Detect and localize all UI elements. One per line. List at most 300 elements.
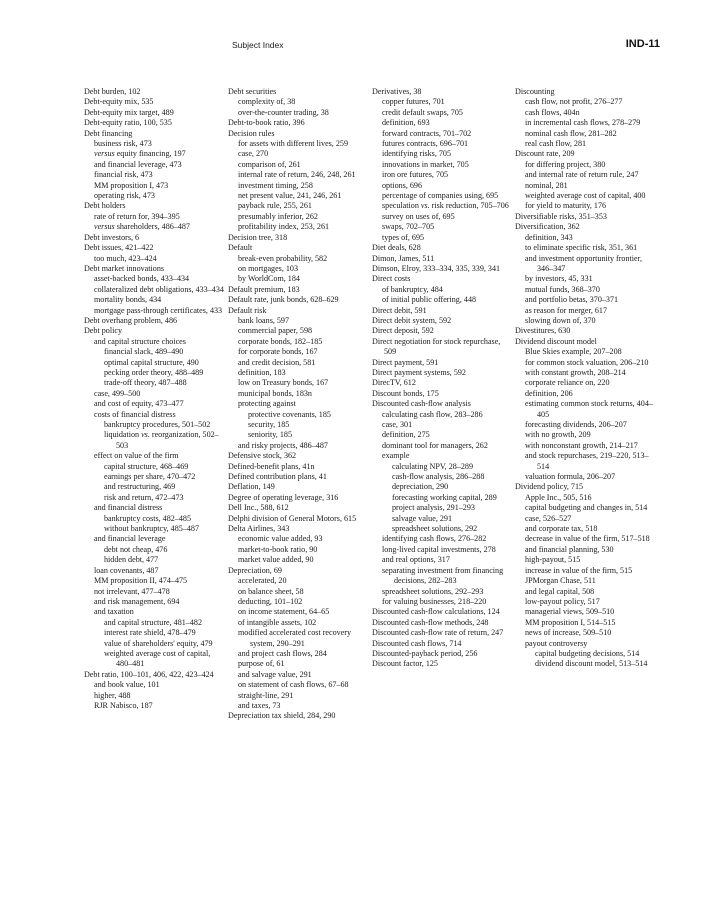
index-entry-text: and book value, 101 (94, 680, 160, 690)
index-entry (515, 337, 655, 347)
index-entry (228, 295, 368, 305)
index-entry-text: Discounted cash flows, 714 (372, 638, 462, 648)
index-entry-text: too much, 423–424 (94, 253, 157, 263)
index-entry-text: Depreciation, 69 (228, 565, 282, 575)
index-subentry (515, 160, 655, 170)
index-subentry (228, 212, 368, 222)
index-entry-text: Derivatives, 38 (372, 87, 422, 96)
index-entry (84, 243, 224, 253)
index-subentry (372, 170, 512, 180)
index-entry-text: Direct deposit, 592 (372, 326, 434, 336)
index-subentry (372, 222, 512, 232)
index-subentry (372, 420, 512, 430)
index-entry-text: for yield to maturity, 176 (525, 201, 607, 211)
index-subentry (84, 576, 224, 586)
index-entry-text: Debt investors, 6 (84, 232, 140, 242)
index-subentry (372, 212, 512, 222)
index-subentry (84, 430, 224, 451)
index-entry-text: and financial planning, 530 (525, 544, 614, 554)
index-entry-text: high-payout, 515 (525, 555, 581, 565)
index-entry-text: nominal cash flow, 281–282 (525, 128, 617, 138)
index-entry-text: debt not cheap, 476 (104, 544, 168, 554)
index-entry-text: and financial distress (94, 503, 163, 513)
index-entry-text: purpose of, 61 (238, 659, 285, 669)
index-entry (372, 254, 512, 264)
index-entry-text: and capital structure choices (94, 336, 186, 346)
index-entry (372, 87, 512, 97)
index-entry-text: increase in value of the firm, 515 (525, 565, 633, 575)
index-entry-text: presumably inferior, 262 (238, 211, 318, 221)
index-entry-text: shareholders, 486–487 (114, 222, 190, 232)
index-subentry (84, 493, 224, 503)
page-number: IND-11 (625, 38, 660, 50)
index-subentry (372, 285, 512, 295)
index-subentry (228, 326, 368, 336)
index-subentry (228, 534, 368, 544)
index-entry-text: market-to-book ratio, 90 (238, 544, 318, 554)
index-entry-text: equity financing, 197 (114, 149, 186, 159)
index-entry-text: break-even probability, 582 (238, 253, 328, 263)
index-subentry (228, 410, 368, 420)
index-entry-text: cash flows, 404n (525, 107, 580, 117)
index-entry-text: spreadsheet solutions, 292–293 (382, 586, 484, 596)
index-entry-text: real cash flow, 281 (525, 139, 587, 149)
index-entry-text: long-lived capital investments, 278 (382, 544, 496, 554)
index-entry-text: straight-line, 291 (238, 690, 294, 700)
index-entry-text: Debt-equity mix target, 489 (84, 107, 174, 117)
index-entry (228, 129, 368, 139)
index-entry (228, 472, 368, 482)
index-entry (84, 129, 224, 139)
index-subentry (515, 243, 655, 253)
index-entry-text: identifying risks, 705 (382, 149, 452, 159)
index-entry-text: risk reduction, 705–706 (429, 201, 509, 211)
index-entry-text: MM proposition II, 474–475 (94, 576, 188, 586)
index-subentry (228, 399, 368, 409)
index-entry (228, 482, 368, 492)
index-entry-text: Degree of operating leverage, 316 (228, 492, 339, 502)
index-column-1 (84, 87, 224, 711)
index-entry-text: collateralized debt obligations, 433–434 (94, 284, 224, 294)
index-entry-text: forward contracts, 701–702 (382, 128, 472, 138)
index-entry-text: Discount bonds, 175 (372, 388, 439, 398)
index-entry (372, 274, 512, 284)
index-entry-text: and capital structure, 481–482 (104, 617, 202, 627)
index-entry-text: salvage value, 291 (392, 513, 453, 523)
index-subentry (515, 285, 655, 295)
index-entry-text: Default premium, 183 (228, 284, 300, 294)
index-entry-text: slowing down of, 370 (525, 315, 596, 325)
index-entry (228, 503, 368, 513)
index-subentry (515, 649, 655, 659)
index-entry-text: and internal rate of return rule, 247 (525, 170, 639, 180)
index-entry-text: to eliminate specific risk, 351, 361 (525, 243, 638, 253)
index-entry-text: of intangible assets, 102 (238, 617, 317, 627)
index-entry-text: internal rate of return, 246, 248, 261 (238, 170, 356, 180)
index-subentry (515, 545, 655, 555)
index-entry-text: Delphi division of General Motors, 615 (228, 513, 357, 523)
index-entry-text: and real options, 317 (382, 555, 450, 565)
index-entry-text: Dividend discount model (515, 336, 597, 346)
index-entry-text: and credit decision, 581 (238, 357, 316, 367)
index-subentry (372, 441, 512, 451)
index-entry-text: bankruptcy costs, 482–485 (104, 513, 191, 523)
index-subentry (228, 576, 368, 586)
index-entry (372, 649, 512, 659)
index-entry-italic: versus (94, 222, 115, 232)
index-entry-text: Delta Airlines, 343 (228, 524, 290, 534)
index-entry-text: Defined-benefit plans, 41n (228, 461, 315, 471)
index-subentry (515, 358, 655, 368)
index-entry-text: Dividend policy, 715 (515, 482, 584, 492)
index-entry (84, 670, 224, 680)
index-entry-text: definition, 275 (382, 430, 430, 440)
index-entry (515, 222, 655, 232)
index-entry-text: Decision rules (228, 128, 275, 138)
index-subentry (372, 191, 512, 201)
index-subentry (84, 555, 224, 565)
index-subentry (84, 399, 224, 409)
index-entry-text: bankruptcy procedures, 501–502 (104, 420, 211, 429)
index-entry-text: Debt holders (84, 201, 126, 211)
index-entry-text: separating investment from financing decisions, 282–283 (382, 565, 504, 586)
index-subentry (515, 451, 655, 472)
index-subentry (515, 555, 655, 565)
index-entry-text: for differing project, 380 (525, 159, 606, 169)
index-subentry (515, 233, 655, 243)
index-entry-text: Divestitures, 630 (515, 326, 571, 336)
index-entry-text: Debt market innovations (84, 263, 165, 273)
index-entry-text: municipal bonds, 183n (238, 388, 312, 398)
index-entry-text: loan covenants, 487 (94, 565, 159, 575)
index-entry-text: speculation (382, 201, 421, 211)
index-entry-text: optimal capital structure, 490 (104, 357, 199, 367)
index-entry-text: operating risk, 473 (94, 191, 155, 201)
index-subentry (372, 118, 512, 128)
index-subentry (84, 503, 224, 513)
index-entry-text: Default risk (228, 305, 267, 315)
index-entry-text: modified accelerated cost recovery system, 290–291 (238, 628, 352, 648)
index-entry-text: identifying cash flows, 276–282 (382, 534, 487, 544)
index-entry-text: Dimon, James, 511 (372, 253, 435, 263)
index-subentry (228, 191, 368, 201)
index-entry-text: case, 270 (238, 149, 269, 159)
index-entry-text: types of, 695 (382, 232, 425, 242)
index-subentry (228, 607, 368, 617)
index-subentry (228, 274, 368, 284)
index-subentry (228, 97, 368, 107)
index-entry-text: depreciation, 290 (392, 482, 449, 492)
index-subentry (515, 597, 655, 607)
index-entry-text: effect on value of the firm (94, 451, 179, 461)
index-subentry (372, 430, 512, 440)
index-subentry (372, 108, 512, 118)
index-subentry (228, 160, 368, 170)
index-entry-text: weighted average cost of capital, 480–481 (104, 648, 211, 669)
index-entry-text: estimating common stock returns, 404–405 (525, 399, 653, 419)
index-entry-text: profitability index, 253, 261 (238, 222, 330, 232)
index-entry-text: Direct costs (372, 274, 411, 284)
index-entry-text: and financial leverage, 473 (94, 159, 182, 169)
index-subentry (372, 587, 512, 597)
index-subentry (84, 607, 224, 617)
index-entry-text: low-payout policy, 517 (525, 596, 600, 606)
index-entry-text: example (382, 451, 410, 461)
index-subentry (228, 680, 368, 690)
index-subentry (372, 514, 512, 524)
index-entry-text: definition, 183 (238, 367, 286, 377)
index-entry-text: Dell Inc., 588, 612 (228, 503, 289, 513)
index-entry-text: and corporate tax, 518 (525, 524, 598, 534)
index-subentry (515, 191, 655, 201)
index-subentry (228, 181, 368, 191)
index-subentry (228, 441, 368, 451)
index-entry (372, 306, 512, 316)
index-subentry (515, 108, 655, 118)
index-entry (84, 264, 224, 274)
index-entry-text: and salvage value, 291 (238, 669, 312, 679)
index-entry (372, 243, 512, 253)
index-subentry (372, 597, 512, 607)
index-entry (84, 233, 224, 243)
index-entry-text: deducting, 101–102 (238, 596, 303, 606)
index-entry-text: MM proposition I, 514–515 (525, 617, 616, 627)
index-subentry (372, 410, 512, 420)
index-subentry (84, 337, 224, 347)
index-entry-text: on income statement, 64–65 (238, 607, 330, 617)
index-entry (515, 212, 655, 222)
index-entry-text: capital structure, 468–469 (104, 461, 189, 471)
index-entry (84, 97, 224, 107)
index-entry-text: Default (228, 243, 253, 253)
index-subentry (84, 378, 224, 388)
index-entry-text: Direct debit, 591 (372, 305, 427, 315)
index-subentry (372, 462, 512, 472)
index-entry-text: MM proposition I, 473 (94, 180, 169, 190)
index-subentry (515, 97, 655, 107)
index-subentry (84, 420, 224, 430)
index-entry-text: Decision tree, 318 (228, 232, 288, 242)
index-entry-text: for assets with different lives, 259 (238, 139, 348, 149)
index-entry-text: Diet deals, 628 (372, 243, 421, 253)
index-entry-text: hidden debt, 477 (104, 555, 159, 565)
index-entry-text: Debt policy (84, 326, 122, 336)
index-subentry (84, 587, 224, 597)
index-entry-text: and restructuring, 469 (104, 482, 176, 492)
index-entry (84, 316, 224, 326)
index-entry (84, 201, 224, 211)
index-subentry (84, 181, 224, 191)
index-entry-text: Diversification, 362 (515, 222, 580, 232)
index-subentry (84, 618, 224, 628)
index-entry-text: not irrelevant, 477–478 (94, 586, 170, 596)
index-entry-text: on statement of cash flows, 67–68 (238, 680, 349, 690)
index-subentry (228, 316, 368, 326)
index-entry-text: Debt overhang problem, 486 (84, 315, 178, 325)
index-subentry (515, 441, 655, 451)
index-entry-text: Discounted cash-flow rate of return, 247 (372, 628, 504, 638)
index-entry-text: definition, 343 (525, 232, 573, 242)
index-subentry (515, 566, 655, 576)
index-subentry (372, 493, 512, 503)
index-entry-text: asset-backed bonds, 433–434 (94, 274, 190, 284)
index-subentry (515, 295, 655, 305)
index-subentry (228, 108, 368, 118)
index-subentry (228, 254, 368, 264)
index-subentry (515, 576, 655, 586)
index-entry-text: mutual funds, 368–370 (525, 284, 600, 294)
index-entry-text: Discounted cash-flow analysis (372, 399, 471, 409)
index-subentry (84, 639, 224, 649)
index-entry (515, 326, 655, 336)
index-subentry (228, 358, 368, 368)
index-subentry (84, 566, 224, 576)
index-entry (515, 87, 655, 97)
index-entry-text: in incremental cash flows, 278–279 (525, 118, 641, 128)
index-subentry (84, 160, 224, 170)
index-subentry (515, 628, 655, 638)
index-subentry (515, 618, 655, 628)
index-entry-text: reorganization, 502–503 (116, 430, 219, 450)
index-entry-text: nominal, 281 (525, 180, 568, 190)
index-entry (228, 451, 368, 461)
index-subentry (228, 545, 368, 555)
index-subentry (515, 347, 655, 357)
index-entry (228, 87, 368, 97)
index-entry-text: spreadsheet solutions, 292 (392, 524, 478, 534)
index-entry (372, 316, 512, 326)
index-entry-text: without bankruptcy, 485–487 (104, 524, 200, 534)
index-entry-text: calculating NPV, 28–289 (392, 461, 474, 471)
index-entry-text: decrease in value of the firm, 517–518 (525, 534, 650, 544)
index-subentry (515, 170, 655, 180)
index-entry-text: payback rule, 255, 261 (238, 201, 312, 211)
index-entry-text: valuation formula, 206–207 (525, 472, 616, 482)
index-subentry (515, 472, 655, 482)
index-entry (372, 326, 512, 336)
index-subentry (228, 430, 368, 440)
index-subentry (228, 587, 368, 597)
index-subentry (515, 493, 655, 503)
index-entry-text: innovations in market, 705 (382, 159, 469, 169)
index-subentry (228, 701, 368, 711)
index-subentry (228, 337, 368, 347)
index-entry-text: mortgage pass-through certificates, 433 (94, 305, 223, 315)
index-subentry (228, 347, 368, 357)
index-entry-text: seniority, 185 (248, 430, 292, 440)
index-subentry (372, 555, 512, 565)
index-entry (372, 618, 512, 628)
index-subentry (84, 368, 224, 378)
index-subentry (84, 701, 224, 711)
index-entry-text: definition, 206 (525, 388, 573, 398)
index-entry-text: with nonconstant growth, 214–217 (525, 440, 638, 450)
index-subentry (228, 597, 368, 607)
index-subentry (372, 545, 512, 555)
index-subentry (228, 378, 368, 388)
index-subentry (228, 201, 368, 211)
index-subentry (228, 389, 368, 399)
index-subentry (515, 503, 655, 513)
index-column-4 (515, 87, 655, 670)
index-subentry (228, 618, 368, 628)
index-entry-text: interest rate shield, 478–479 (104, 628, 196, 638)
index-entry-text: Direct debit system, 592 (372, 315, 452, 325)
index-entry-text: and financial leverage (94, 534, 166, 544)
index-entry-text: Depreciation tax shield, 284, 290 (228, 711, 336, 721)
index-entry (228, 285, 368, 295)
index-entry-text: RJR Nabisco, 187 (94, 700, 153, 710)
index-entry-text: corporate reliance on, 220 (525, 378, 610, 388)
index-entry-text: of bankruptcy, 484 (382, 284, 443, 294)
index-entry-text: DirecTV, 612 (372, 378, 416, 388)
index-subentry (84, 254, 224, 264)
index-entry-text: capital budgeting decisions, 514 (535, 648, 640, 658)
index-entry-text: Dimson, Elroy, 333–334, 335, 339, 341 (372, 263, 501, 273)
index-entry-text: pecking order theory, 488–489 (104, 367, 204, 377)
index-entry-text: accelerated, 20 (238, 576, 287, 586)
index-subentry (228, 649, 368, 659)
index-subentry (228, 670, 368, 680)
index-entry-text: Debt-equity ratio, 100, 535 (84, 118, 172, 128)
index-subentry (515, 274, 655, 284)
index-subentry (84, 285, 224, 295)
index-subentry (84, 482, 224, 492)
index-entry-text: Debt ratio, 100–101, 406, 422, 423–424 (84, 669, 214, 679)
index-entry-text: for valuing businesses, 218–220 (382, 596, 487, 606)
index-entry-text: credit default swaps, 705 (382, 107, 463, 117)
index-subentry (84, 149, 224, 159)
index-entry-text: Defensive stock, 362 (228, 451, 297, 461)
index-entry-text: economic value added, 93 (238, 534, 323, 544)
index-entry-text: financial risk, 473 (94, 170, 153, 180)
index-subentry (515, 389, 655, 399)
index-subentry (84, 389, 224, 399)
index-entry (372, 264, 512, 274)
index-subentry (515, 659, 655, 669)
index-subentry (228, 555, 368, 565)
index-entry-text: case, 526–527 (525, 513, 572, 523)
index-entry-text: Debt-to-book ratio, 396 (228, 118, 305, 128)
index-subentry (372, 160, 512, 170)
index-subentry (84, 306, 224, 316)
index-subentry (372, 566, 512, 587)
index-entry-text: and cost of equity, 473–477 (94, 399, 184, 409)
index-entry-text: security, 185 (248, 420, 290, 429)
index-entry-italic: versus (94, 149, 115, 159)
index-subentry (84, 649, 224, 670)
index-entry-text: JPMorgan Chase, 511 (525, 576, 596, 586)
index-entry (228, 118, 368, 128)
index-entry-text: futures contracts, 696–701 (382, 139, 469, 149)
index-subentry (228, 628, 368, 649)
index-entry-text: options, 696 (382, 180, 423, 190)
index-subentry (84, 274, 224, 284)
index-entry-text: Apple Inc., 505, 516 (525, 492, 592, 502)
index-subentry (84, 410, 224, 420)
index-entry (84, 118, 224, 128)
index-entry-text: market value added, 90 (238, 555, 314, 565)
index-entry-text: Debt financing (84, 128, 133, 138)
index-subentry (228, 170, 368, 180)
index-entry-text: liquidation (104, 430, 142, 440)
index-entry-text: payout controversy (525, 638, 588, 648)
index-subentry (372, 139, 512, 149)
index-entry-text: Defined contribution plans, 41 (228, 472, 327, 482)
index-subentry (515, 430, 655, 440)
index-entry-text: forecasting dividends, 206–207 (525, 420, 627, 429)
index-entry-text: and taxes, 73 (238, 700, 281, 710)
